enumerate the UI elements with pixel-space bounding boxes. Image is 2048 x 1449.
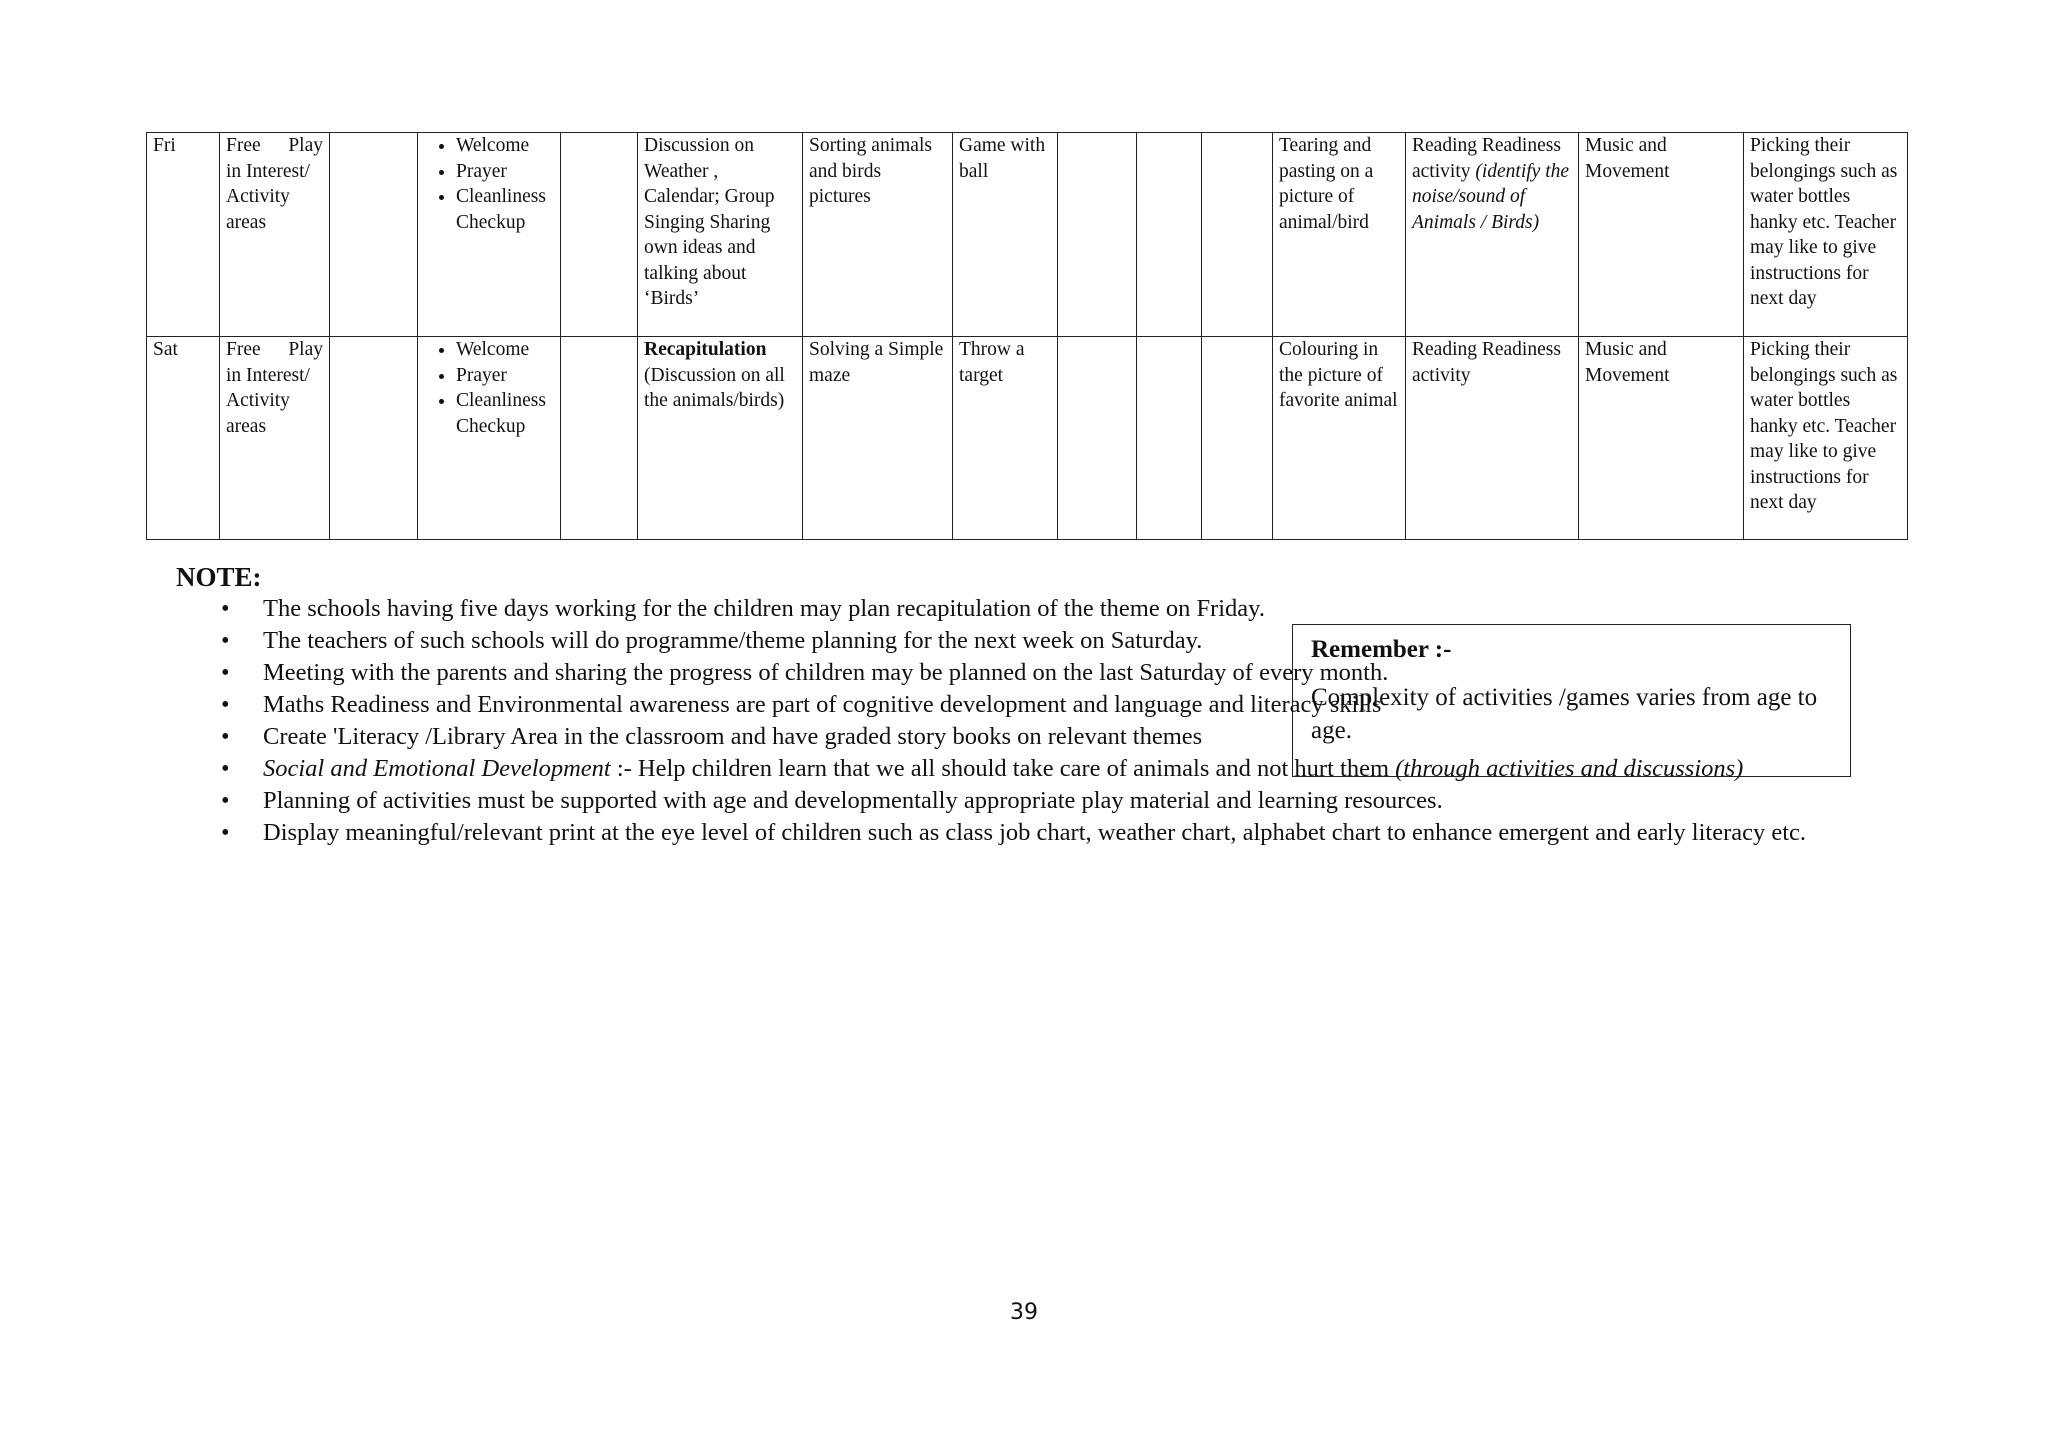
free-play-cell [220, 337, 330, 540]
empty-cell [330, 133, 418, 337]
free-play-line: Activity [226, 390, 290, 411]
day-cell: Sat [147, 337, 220, 540]
empty-cell [561, 133, 638, 337]
departure-cell: Picking their belongings such as water bottles hanky etc. Teacher may like to give instructions for next day [1744, 337, 1908, 540]
reading-readiness-cell: Reading Readiness activity [1406, 337, 1579, 540]
empty-cell [1137, 133, 1202, 337]
free-play-line: areas [226, 415, 267, 437]
empty-cell [1202, 337, 1273, 540]
day-cell: Fri [147, 133, 220, 337]
discussion-text: (Discussion on all the animals/birds) [644, 364, 785, 411]
empty-cell [1137, 337, 1202, 540]
outdoor-play-cell: Throw a target [953, 337, 1058, 540]
social-emotional-note: (through activities and discussions) [1395, 755, 1744, 782]
free-play-line: Activity [226, 186, 290, 207]
reading-label: Reading Readiness activity [1412, 135, 1561, 182]
social-emotional-label: Social and Emotional Development [263, 755, 611, 782]
list-item: • Prayer [456, 363, 554, 389]
table-row [147, 337, 1908, 540]
list-item: • The teachers of such schools will do programme/theme planning for the next week on Saturday. [176, 625, 1447, 657]
social-emotional-text: :- Help children learn that we all should take care of animals and not hurt them [610, 755, 1396, 782]
empty-cell [561, 337, 638, 540]
list-item: • Cleanliness Checkup [456, 388, 554, 439]
free-play-line: in Interest/ [226, 364, 310, 386]
list-item: • Welcome [456, 133, 554, 159]
empty-cell [330, 337, 418, 540]
list-item: • Maths Readiness and Environmental awareness are part of cognitive development and language and literacy skills [176, 689, 1876, 721]
list-item: • Prayer [456, 159, 554, 185]
list-item: • The schools having five days working for the children may plan recapitulation of the theme on Friday. [176, 593, 1447, 625]
music-movement-cell: Music and Movement [1579, 337, 1744, 540]
remember-box [1292, 624, 1851, 777]
weekly-plan-table [146, 132, 1908, 540]
cognitive-activity-cell: Solving a Simple maze [803, 337, 953, 540]
creative-activity-cell: Colouring in the picture of favorite animal [1273, 337, 1406, 540]
cognitive-activity-cell: Sorting animals and birds pictures [803, 133, 953, 337]
list-item: • Meeting with the parents and sharing the progress of children may be planned on the last Saturday of every month. [176, 657, 1447, 689]
free-play-cell [220, 133, 330, 337]
free-play-line: Free Play [226, 339, 323, 360]
list-item: • Cleanliness Checkup [456, 184, 554, 235]
free-play-line: Free Play [226, 135, 323, 156]
reading-readiness-cell [1406, 133, 1579, 337]
music-movement-cell: Music and Movement [1579, 133, 1744, 337]
free-play-line: areas [226, 211, 267, 233]
empty-cell [1202, 133, 1273, 337]
list-item: • Create 'Literacy /Library Area in the classroom and have graded story books on relevant themes [176, 721, 1876, 753]
remember-text: Complexity of activities /games varies from age to age. [1311, 684, 1818, 744]
list-item: • Welcome [456, 337, 554, 363]
discussion-cell [638, 337, 803, 540]
free-play-line: in Interest/ [226, 160, 310, 182]
list-item: • Planning of activities must be supported with age and developmentally appropriate play material and learning resources. [176, 785, 1876, 817]
table-row [147, 133, 1908, 337]
empty-cell [1058, 133, 1137, 337]
departure-cell: Picking their belongings such as water bottles hanky etc. Teacher may like to give instructions for next day [1744, 133, 1908, 337]
empty-cell [1058, 337, 1137, 540]
reading-note: (identify the noise/sound of Animals / Birds) [1412, 160, 1570, 233]
routine-cell [418, 337, 561, 540]
page-number: 39 [1010, 1300, 1038, 1325]
outdoor-play-cell: Game with ball [953, 133, 1058, 337]
note-heading: NOTE: [176, 562, 262, 592]
remember-title: Remember :- [1311, 636, 1452, 663]
recapitulation-label: Recapitulation [644, 339, 767, 360]
routine-cell [418, 133, 561, 337]
creative-activity-cell: Tearing and pasting on a picture of animal/bird [1273, 133, 1406, 337]
discussion-cell: Discussion on Weather , Calendar; Group Singing Sharing own ideas and talking about ‘Birds’ [638, 133, 803, 337]
list-item: • Display meaningful/relevant print at the eye level of children such as class job chart, weather chart, alphabet chart to enhance emergent and early literacy etc. [176, 817, 1876, 849]
